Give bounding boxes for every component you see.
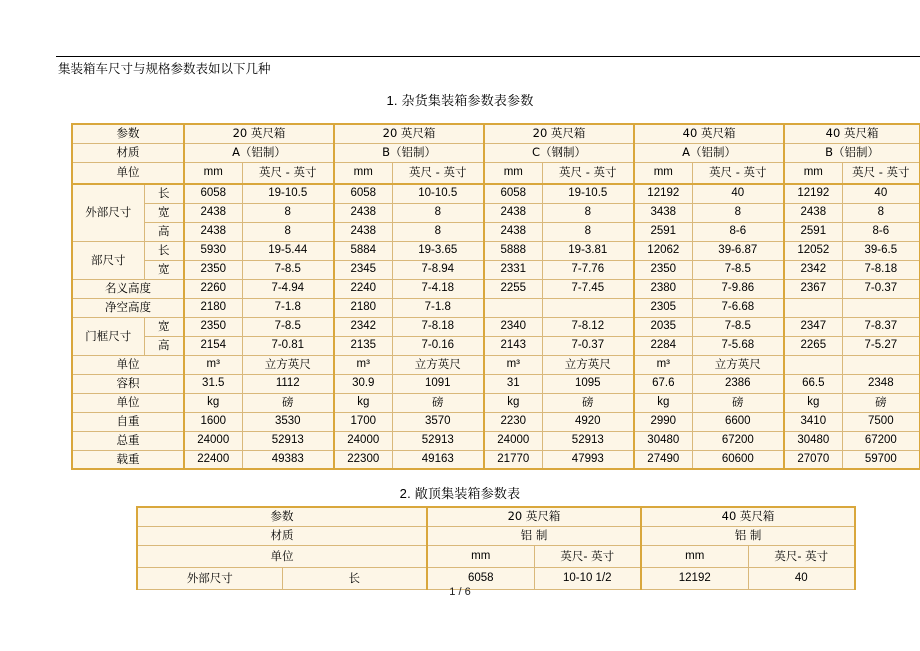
cell: 40 bbox=[748, 567, 855, 589]
header-unit-ft-col3: 英尺 - 英寸 bbox=[542, 162, 634, 184]
cell: 8 bbox=[692, 203, 784, 222]
cell: 12052 bbox=[784, 241, 842, 260]
cell: 1112 bbox=[242, 374, 334, 393]
cell: 19-3.81 bbox=[542, 241, 634, 260]
cell: 31.5 bbox=[184, 374, 242, 393]
cell: 2240 bbox=[334, 279, 392, 298]
cell: 2438 bbox=[184, 203, 242, 222]
header-unit-mm-col5: mm bbox=[784, 162, 842, 184]
cell: 24000 bbox=[484, 431, 542, 450]
cell: 7-0.37 bbox=[542, 336, 634, 355]
cell: 2180 bbox=[184, 298, 242, 317]
cell: 8 bbox=[842, 203, 920, 222]
cell: 7-8.12 bbox=[542, 317, 634, 336]
cell: 2331 bbox=[484, 260, 542, 279]
table-row bbox=[72, 355, 920, 374]
header-material-col5: B（铝制） bbox=[784, 143, 920, 162]
cell: m³ bbox=[184, 355, 242, 374]
cell: 7-8.94 bbox=[392, 260, 484, 279]
cell: 2438 bbox=[334, 222, 392, 241]
ot-header-material-col2: 铝 制 bbox=[641, 526, 855, 545]
cell bbox=[784, 298, 842, 317]
cell: 7-4.94 bbox=[242, 279, 334, 298]
header-size-col3: 20 英尺箱 bbox=[484, 124, 634, 143]
cell: 40 bbox=[692, 184, 784, 203]
cell: 7-0.81 bbox=[242, 336, 334, 355]
row-sub-width: 宽 bbox=[144, 260, 184, 279]
cell: 7-1.8 bbox=[392, 298, 484, 317]
cell: 7-9.86 bbox=[692, 279, 784, 298]
header-material-col1: A（铝制） bbox=[184, 143, 334, 162]
cell: 10-10 1/2 bbox=[534, 567, 641, 589]
cell: 2591 bbox=[784, 222, 842, 241]
row-label-tare: 自重 bbox=[72, 412, 184, 431]
cell: 3438 bbox=[634, 203, 692, 222]
cell: 24000 bbox=[184, 431, 242, 450]
table-row bbox=[72, 374, 920, 393]
cell: 2342 bbox=[784, 260, 842, 279]
cell: 7-7.45 bbox=[542, 279, 634, 298]
cell: 2265 bbox=[784, 336, 842, 355]
cell: 2143 bbox=[484, 336, 542, 355]
ot-header-unit-label: 单位 bbox=[137, 545, 427, 567]
header-unit-mm-col4: mm bbox=[634, 162, 692, 184]
cell: 66.5 bbox=[784, 374, 842, 393]
table-row bbox=[72, 317, 920, 336]
row-label-volume: 容积 bbox=[72, 374, 184, 393]
cell: 12062 bbox=[634, 241, 692, 260]
table-row bbox=[72, 393, 920, 412]
row-sub-height: 高 bbox=[144, 222, 184, 241]
cell: 2380 bbox=[634, 279, 692, 298]
table-row bbox=[72, 279, 920, 298]
cell: 6058 bbox=[184, 184, 242, 203]
ot-header-unit-ft-col1: 英尺- 英寸 bbox=[534, 545, 641, 567]
cell: 2438 bbox=[484, 222, 542, 241]
table-row-unit-header bbox=[72, 162, 920, 184]
row-label-nominal-height: 名义高度 bbox=[72, 279, 184, 298]
row-sub-length: 长 bbox=[144, 184, 184, 203]
cell: 2154 bbox=[184, 336, 242, 355]
cell: 40 bbox=[842, 184, 920, 203]
cell: 7-8.5 bbox=[692, 317, 784, 336]
cell: 1091 bbox=[392, 374, 484, 393]
table-row bbox=[72, 184, 920, 203]
header-unit-mm-col2: mm bbox=[334, 162, 392, 184]
cell: 7-5.68 bbox=[692, 336, 784, 355]
cell: 7-8.18 bbox=[842, 260, 920, 279]
cell: 2230 bbox=[484, 412, 542, 431]
table-row bbox=[72, 336, 920, 355]
cell: 30480 bbox=[784, 431, 842, 450]
ot-header-unit-mm-col2: mm bbox=[641, 545, 748, 567]
cell: m³ bbox=[634, 355, 692, 374]
cell: 7-8.5 bbox=[692, 260, 784, 279]
header-size-col5: 40 英尺箱 bbox=[784, 124, 920, 143]
cell: 27070 bbox=[784, 450, 842, 469]
row-sub-width: 宽 bbox=[144, 203, 184, 222]
header-material-col2: B（铝制） bbox=[334, 143, 484, 162]
cell bbox=[842, 298, 920, 317]
cell: 7-5.27 bbox=[842, 336, 920, 355]
cell: kg bbox=[634, 393, 692, 412]
cell: 5930 bbox=[184, 241, 242, 260]
cell: 19-5.44 bbox=[242, 241, 334, 260]
page-number: 1 / 6 bbox=[449, 586, 471, 598]
cell: 2350 bbox=[634, 260, 692, 279]
open-top-container-table bbox=[136, 506, 856, 590]
cell: 52913 bbox=[542, 431, 634, 450]
header-unit-ft-col5: 英尺 - 英寸 bbox=[842, 162, 920, 184]
cell: 7-8.37 bbox=[842, 317, 920, 336]
cell: 2340 bbox=[484, 317, 542, 336]
table-row bbox=[72, 412, 920, 431]
cell: 2347 bbox=[784, 317, 842, 336]
table-row bbox=[72, 203, 920, 222]
cell: kg bbox=[784, 393, 842, 412]
cell: 12192 bbox=[634, 184, 692, 203]
cell: 2367 bbox=[784, 279, 842, 298]
cell: 2438 bbox=[484, 203, 542, 222]
cell: 磅 bbox=[842, 393, 920, 412]
cell: 67200 bbox=[842, 431, 920, 450]
general-cargo-container-table bbox=[71, 123, 920, 470]
ot-header-material-label: 材质 bbox=[137, 526, 427, 545]
row-sub-length: 长 bbox=[144, 241, 184, 260]
row-label-payload: 载重 bbox=[72, 450, 184, 469]
cell: 27490 bbox=[634, 450, 692, 469]
cell: 2348 bbox=[842, 374, 920, 393]
cell: 2591 bbox=[634, 222, 692, 241]
cell: 6058 bbox=[334, 184, 392, 203]
cell: 2305 bbox=[634, 298, 692, 317]
cell: 2990 bbox=[634, 412, 692, 431]
cell: 8 bbox=[242, 203, 334, 222]
cell: 30480 bbox=[634, 431, 692, 450]
ot-row-sub-length: 长 bbox=[282, 567, 427, 589]
cell: 2386 bbox=[692, 374, 784, 393]
cell: 7-8.5 bbox=[242, 260, 334, 279]
cell: 8 bbox=[242, 222, 334, 241]
cell: 磅 bbox=[692, 393, 784, 412]
cell: 19-10.5 bbox=[242, 184, 334, 203]
row-label-gross: 总重 bbox=[72, 431, 184, 450]
header-material-label: 材质 bbox=[72, 143, 184, 162]
header-param-label: 参数 bbox=[72, 124, 184, 143]
cell: 2260 bbox=[184, 279, 242, 298]
header-unit-label: 单位 bbox=[72, 162, 184, 184]
cell: 22400 bbox=[184, 450, 242, 469]
table-row bbox=[72, 431, 920, 450]
table-row-material bbox=[137, 526, 855, 545]
row-group-door: 门框尺寸 bbox=[72, 317, 144, 355]
cell: kg bbox=[184, 393, 242, 412]
header-unit-mm-col1: mm bbox=[184, 162, 242, 184]
header-size-col4: 40 英尺箱 bbox=[634, 124, 784, 143]
table-row bbox=[72, 260, 920, 279]
cell: 60600 bbox=[692, 450, 784, 469]
cell: 8 bbox=[542, 203, 634, 222]
ot-header-size-col2: 40 英尺箱 bbox=[641, 507, 855, 526]
cell: kg bbox=[484, 393, 542, 412]
table-row-size bbox=[72, 124, 920, 143]
header-material-col3: C（钢制） bbox=[484, 143, 634, 162]
cell: 7500 bbox=[842, 412, 920, 431]
cell: 22300 bbox=[334, 450, 392, 469]
cell: 8 bbox=[392, 222, 484, 241]
cell: 1095 bbox=[542, 374, 634, 393]
cell: 52913 bbox=[392, 431, 484, 450]
cell: 7-7.76 bbox=[542, 260, 634, 279]
cell: 2284 bbox=[634, 336, 692, 355]
ot-header-material-col1: 铝 制 bbox=[427, 526, 641, 545]
header-material-col4: A（铝制） bbox=[634, 143, 784, 162]
cell: 7-6.68 bbox=[692, 298, 784, 317]
footer-divider bbox=[56, 604, 920, 605]
cell: 2438 bbox=[334, 203, 392, 222]
cell: 立方英尺 bbox=[692, 355, 784, 374]
cell: 7-1.8 bbox=[242, 298, 334, 317]
table-row-unit-header bbox=[137, 545, 855, 567]
cell: 3530 bbox=[242, 412, 334, 431]
table-row bbox=[72, 241, 920, 260]
section-1-title: 1. 杂货集装箱参数表参数 bbox=[386, 93, 534, 108]
cell: 47993 bbox=[542, 450, 634, 469]
cell: 6600 bbox=[692, 412, 784, 431]
cell: 7-8.5 bbox=[242, 317, 334, 336]
cell bbox=[784, 355, 842, 374]
table-row bbox=[72, 450, 920, 469]
header-divider bbox=[56, 56, 920, 57]
cell: 立方英尺 bbox=[542, 355, 634, 374]
cell: 6058 bbox=[484, 184, 542, 203]
cell: 24000 bbox=[334, 431, 392, 450]
cell: 3410 bbox=[784, 412, 842, 431]
cell bbox=[484, 298, 542, 317]
cell: 7-0.37 bbox=[842, 279, 920, 298]
cell: 立方英尺 bbox=[242, 355, 334, 374]
cell: 2035 bbox=[634, 317, 692, 336]
cell: 52913 bbox=[242, 431, 334, 450]
row-group-interior: 部尺寸 bbox=[72, 241, 144, 279]
ot-header-param-label: 参数 bbox=[137, 507, 427, 526]
cell: 19-10.5 bbox=[542, 184, 634, 203]
header-unit-mm-col3: mm bbox=[484, 162, 542, 184]
header-size-col1: 20 英尺箱 bbox=[184, 124, 334, 143]
cell: m³ bbox=[334, 355, 392, 374]
row-sub-width: 宽 bbox=[144, 317, 184, 336]
row-sub-height: 高 bbox=[144, 336, 184, 355]
header-unit-ft-col1: 英尺 - 英寸 bbox=[242, 162, 334, 184]
cell: 8 bbox=[542, 222, 634, 241]
row-label-unit-volume: 单位 bbox=[72, 355, 184, 374]
cell: 67.6 bbox=[634, 374, 692, 393]
header-unit-ft-col2: 英尺 - 英寸 bbox=[392, 162, 484, 184]
cell: 2438 bbox=[784, 203, 842, 222]
cell: 7-4.18 bbox=[392, 279, 484, 298]
cell bbox=[842, 355, 920, 374]
cell: 49383 bbox=[242, 450, 334, 469]
intro-text: 集装箱车尺寸与规格参数表如以下几种 bbox=[58, 62, 271, 76]
cell: m³ bbox=[484, 355, 542, 374]
cell: 59700 bbox=[842, 450, 920, 469]
cell: 19-3.65 bbox=[392, 241, 484, 260]
cell: 2255 bbox=[484, 279, 542, 298]
cell: 31 bbox=[484, 374, 542, 393]
cell bbox=[542, 298, 634, 317]
cell: 12192 bbox=[641, 567, 748, 589]
cell: 8 bbox=[392, 203, 484, 222]
cell: 磅 bbox=[242, 393, 334, 412]
cell: 6058 bbox=[427, 567, 534, 589]
cell: 7-0.16 bbox=[392, 336, 484, 355]
cell: 49163 bbox=[392, 450, 484, 469]
cell: 39-6.5 bbox=[842, 241, 920, 260]
cell: 立方英尺 bbox=[392, 355, 484, 374]
row-label-unit-weight: 单位 bbox=[72, 393, 184, 412]
cell: kg bbox=[334, 393, 392, 412]
table-row bbox=[72, 298, 920, 317]
ot-row-group-exterior: 外部尺寸 bbox=[137, 567, 282, 589]
row-label-clear-height: 净空高度 bbox=[72, 298, 184, 317]
header-size-col2: 20 英尺箱 bbox=[334, 124, 484, 143]
ot-header-unit-mm-col1: mm bbox=[427, 545, 534, 567]
cell: 2350 bbox=[184, 317, 242, 336]
cell: 磅 bbox=[392, 393, 484, 412]
cell: 5884 bbox=[334, 241, 392, 260]
cell: 8-6 bbox=[842, 222, 920, 241]
cell: 8-6 bbox=[692, 222, 784, 241]
section-2-title: 2. 敞顶集装箱参数表 bbox=[399, 486, 521, 501]
cell: 2342 bbox=[334, 317, 392, 336]
cell: 4920 bbox=[542, 412, 634, 431]
cell: 2135 bbox=[334, 336, 392, 355]
cell: 30.9 bbox=[334, 374, 392, 393]
row-group-exterior: 外部尺寸 bbox=[72, 184, 144, 241]
cell: 39-6.87 bbox=[692, 241, 784, 260]
cell: 2345 bbox=[334, 260, 392, 279]
cell: 21770 bbox=[484, 450, 542, 469]
cell: 磅 bbox=[542, 393, 634, 412]
cell: 7-8.18 bbox=[392, 317, 484, 336]
cell: 1700 bbox=[334, 412, 392, 431]
table-row-size bbox=[137, 507, 855, 526]
ot-header-size-col1: 20 英尺箱 bbox=[427, 507, 641, 526]
cell: 2438 bbox=[184, 222, 242, 241]
cell: 1600 bbox=[184, 412, 242, 431]
cell: 3570 bbox=[392, 412, 484, 431]
cell: 10-10.5 bbox=[392, 184, 484, 203]
header-unit-ft-col4: 英尺 - 英寸 bbox=[692, 162, 784, 184]
cell: 5888 bbox=[484, 241, 542, 260]
table-row bbox=[72, 222, 920, 241]
cell: 2350 bbox=[184, 260, 242, 279]
cell: 2180 bbox=[334, 298, 392, 317]
cell: 12192 bbox=[784, 184, 842, 203]
table-row-material bbox=[72, 143, 920, 162]
ot-header-unit-ft-col2: 英尺- 英寸 bbox=[748, 545, 855, 567]
cell: 67200 bbox=[692, 431, 784, 450]
